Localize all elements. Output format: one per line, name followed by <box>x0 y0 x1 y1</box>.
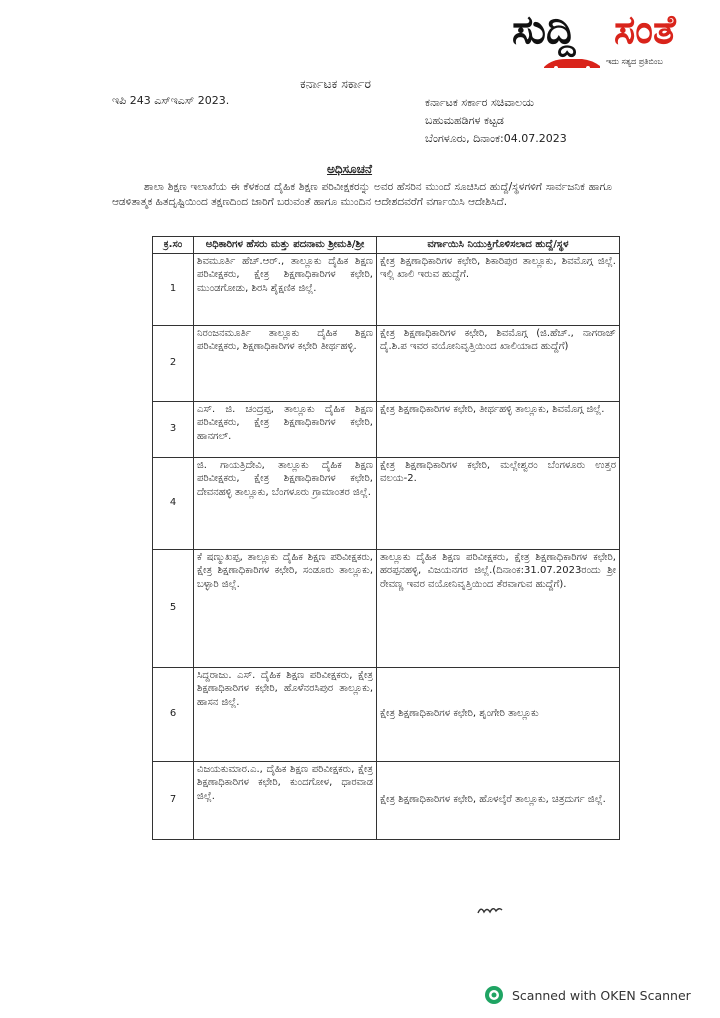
row-officer-name: ನಿರಂಜನಮೂರ್ತಿ ತಾಲ್ಲೂಕು ದೈಹಿಕ ಶಿಕ್ಷಣ ಪರಿವೀಕ್ಷಕರು, ಶಿಕ್ಷಣಾಧಿಕಾರಿಗಳ ಕಛೇರಿ ತೀರ್ಥಹಳ್ಳಿ. <box>194 325 377 401</box>
row-officer-name: ವಿಜಯಕುಮಾರ.ಎ., ದೈಹಿಕ ಶಿಕ್ಷಣ ಪರಿವೀಕ್ಷಕರು, ಕ್ಷೇತ್ರ ಶಿಕ್ಷಣಾಧಿಕಾರಿಗಳ ಕಛೇರಿ, ಕುಂದಗೋಳ, ಧಾರವಾಡ ಜಿಲ್ಲೆ. <box>194 761 377 839</box>
transfer-table <box>152 236 620 840</box>
row-posting: ಕ್ಷೇತ್ರ ಶಿಕ್ಷಣಾಧಿಕಾರಿಗಳ ಕಛೇರಿ, ಶೃಂಗೇರಿ ತಾಲ್ಲೂಕು <box>377 667 620 761</box>
signature-mark <box>476 904 504 916</box>
table-row <box>153 549 620 667</box>
logo-tagline: ಇದು ಸತ್ಯದ ಪ್ರತಿಬಿಂಬ <box>606 57 663 66</box>
notification-intro <box>112 180 612 210</box>
header-posting: ವರ್ಗಾಯಿಸಿ ನಿಯುಕ್ತಿಗೊಳಿಸಲಾದ ಹುದ್ದೆ/ಸ್ಥಳ <box>377 237 620 254</box>
row-serial: 5 <box>153 549 194 667</box>
table-row <box>153 761 620 839</box>
header-officer-name: ಅಧಿಕಾರಿಗಳ ಹೆಸರು ಮತ್ತು ಪದನಾಮ ಶ್ರೀಮತಿ/ಶ್ರೀ <box>194 237 377 254</box>
address-line: ಕರ್ನಾಟಕ ಸರ್ಕಾರ ಸಚಿವಾಲಯ <box>425 96 535 109</box>
row-posting: ಕ್ಷೇತ್ರ ಶಿಕ್ಷಣಾಧಿಕಾರಿಗಳ ಕಛೇರಿ, ತೀರ್ಥಹಳ್ಳಿ ತಾಲ್ಲೂಕು, ಶಿವಮೊಗ್ಗ ಜಿಲ್ಲೆ. <box>377 401 620 457</box>
row-officer-name: ಕೆ ಷಣ್ಮುಖಪ್ಪ, ತಾಲ್ಲೂಕು ದೈಹಿಕ ಶಿಕ್ಷಣ ಪರಿವೀಕ್ಷಕರು, ಕ್ಷೇತ್ರ ಶಿಕ್ಷಣಾಧಿಕಾರಿಗಳ ಕಛೇರಿ, ಸಂಡೂರು ತಾಲ್ಲೂಕು, ಬಳ್ಳಾರಿ ಜಿಲ್ಲೆ. <box>194 549 377 667</box>
table-row <box>153 667 620 761</box>
header-serial: ಕ್ರ.ಸಂ <box>153 237 194 254</box>
address-line: ಬೆಂಗಳೂರು, ದಿನಾಂಕ:04.07.2023 <box>425 132 567 145</box>
table-header-row <box>153 237 620 254</box>
row-posting: ಕ್ಷೇತ್ರ ಶಿಕ್ಷಣಾಧಿಕಾರಿಗಳ ಕಛೇರಿ, ಶಿವಮೊಗ್ಗ (ಜಿ.ಹೆಚ್., ನಾಗರಾಜ್ ದೈ.ಶಿ.ಪ ಇವರ ವಯೋನಿವೃತ್ತಿಯಿಂದ ಖಾಲಿಯಾದ ಹುದ್ದೆಗೆ) <box>377 325 620 401</box>
row-posting: ಕ್ಷೇತ್ರ ಶಿಕ್ಷಣಾಧಿಕಾರಿಗಳ ಕಛೇರಿ, ಮಲ್ಲೇಶ್ವರಂ ಬೆಂಗಳೂರು ಉತ್ತರ ವಲಯ-2. <box>377 457 620 549</box>
logo-word-1: ಸುದ್ದಿ <box>512 7 576 53</box>
table-row <box>153 401 620 457</box>
row-serial: 6 <box>153 667 194 761</box>
row-officer-name: ಶಿವಮೂರ್ತಿ ಹೆಚ್.ಆರ್., ತಾಲ್ಲೂಕು ದೈಹಿಕ ಶಿಕ್ಷಣ ಪರಿವೀಕ್ಷಕರು, ಕ್ಷೇತ್ರ ಶಿಕ್ಷಣಾಧಿಕಾರಿಗಳ ಕಛೇರಿ, ಮುಂಡಗೋಡು, ಶಿರಸಿ ಶೈಕ್ಷಣಿಕ ಜಿಲ್ಲೆ. <box>194 253 377 325</box>
intro-text: ಶಾಲಾ ಶಿಕ್ಷಣ ಇಲಾಖೆಯ ಈ ಕೆಳಕಂಡ ದೈಹಿಕ ಶಿಕ್ಷಣ ಪರಿವೀಕ್ಷಕರನ್ನು ಅವರ ಹೆಸರಿನ ಮುಂದೆ ಸೂಚಿಸಿದ ಹುದ್ದೆ/ಸ್ಥಳಗಳಿಗೆ ಸಾರ್ವಜನಿಕ ಹಾಗೂ ಆಡಳಿತಾತ್ಮಕ ಹಿತದೃಷ್ಟಿಯಿಂದ ತಕ್ಷಣದಿಂದ ಜಾರಿಗೆ ಬರುವಂತೆ ಹಾಗೂ ಮುಂದಿನ ಆದೇಶದವರೆಗೆ ವರ್ಗಾಯಿಸಿ ಆದೇಶಿಸಿದೆ. <box>112 181 612 208</box>
row-officer-name: ಸಿದ್ದರಾಜು. ಎಸ್. ದೈಹಿಕ ಶಿಕ್ಷಣ ಪರಿವೀಕ್ಷಕರು, ಕ್ಷೇತ್ರ ಶಿಕ್ಷಣಾಧಿಕಾರಿಗಳ ಕಛೇರಿ, ಹೊಳೆನರಸಿಪುರ ತಾಲ್ಲೂಕು, ಹಾಸನ ಜಿಲ್ಲೆ. <box>194 667 377 761</box>
row-serial: 4 <box>153 457 194 549</box>
oken-scanner-icon <box>484 985 504 1005</box>
row-serial: 1 <box>153 253 194 325</box>
notification-title: ಅಧಿಸೂಚನೆ <box>327 162 373 176</box>
office-address <box>425 94 567 148</box>
row-officer-name: ಎಸ್. ಜಿ. ಚಂದ್ರಪ್ಪ, ತಾಲ್ಲೂಕು ದೈಹಿಕ ಶಿಕ್ಷಣ ಪರಿವೀಕ್ಷಕರು, ಕ್ಷೇತ್ರ ಶಿಕ್ಷಣಾಧಿಕಾರಿಗಳ ಕಛೇರಿ, ಹಾನಗಲ್. <box>194 401 377 457</box>
row-posting: ಕ್ಷೇತ್ರ ಶಿಕ್ಷಣಾಧಿಕಾರಿಗಳ ಕಛೇರಿ, ಹೊಳಲ್ಕೆರೆ ತಾಲ್ಲೂಕು, ಚಿತ್ರದುರ್ಗ ಜಿಲ್ಲೆ. <box>377 761 620 839</box>
row-serial: 2 <box>153 325 194 401</box>
logo-word-2: ಸಂತೆ <box>614 7 676 53</box>
government-title: ಕರ್ನಾಟಕ ಸರ್ಕಾರ <box>300 76 371 91</box>
sudhi-sante-logo <box>512 7 712 80</box>
row-posting: ಕ್ಷೇತ್ರ ಶಿಕ್ಷಣಾಧಿಕಾರಿಗಳ ಕಛೇರಿ, ಶಿಕಾರಿಪುರ ತಾಲ್ಲೂಕು, ಶಿವಮೊಗ್ಗ ಜಿಲ್ಲೆ. ಇಲ್ಲಿ ಖಾಲಿ ಇರುವ ಹುದ್ದೆಗೆ. <box>377 253 620 325</box>
table-row <box>153 325 620 401</box>
table-row <box>153 457 620 549</box>
logo-car-icon <box>542 56 602 70</box>
scanner-watermark <box>484 985 691 1005</box>
row-posting: ತಾಲ್ಲೂಕು ದೈಹಿಕ ಶಿಕ್ಷಣ ಪರಿವೀಕ್ಷಕರು, ಕ್ಷೇತ್ರ ಶಿಕ್ಷಣಾಧಿಕಾರಿಗಳ ಕಛೇರಿ, ಹರಪ್ಪನಹಳ್ಳಿ, ವಿಜಯನಗರ ಜಿಲ್ಲೆ.(ದಿನಾಂಕ:31.07.2023ರಂದು ಶ್ರೀ ರೇವಣ್ಣ ಇವರ ವಯೋನಿವೃತ್ತಿಯಿಂದ ತೆರವಾಗುವ ಹುದ್ದೆಗೆ). <box>377 549 620 667</box>
row-officer-name: ಜಿ. ಗಾಯತ್ರಿದೇವಿ, ತಾಲ್ಲೂಕು ದೈಹಿಕ ಶಿಕ್ಷಣ ಪರಿವೀಕ್ಷಕರು, ಕ್ಷೇತ್ರ ಶಿಕ್ಷಣಾಧಿಕಾರಿಗಳ ಕಛೇರಿ, ದೇವನಹಳ್ಳಿ ತಾಲ್ಲೂಕು, ಬೆಂಗಳೂರು ಗ್ರಾಮಾಂತರ ಜಿಲ್ಲೆ. <box>194 457 377 549</box>
row-serial: 7 <box>153 761 194 839</box>
table-row <box>153 253 620 325</box>
address-line: ಬಹುಮಹಡಿಗಳ ಕಟ್ಟಡ <box>425 114 504 127</box>
scanner-text: Scanned with OKEN Scanner <box>512 987 691 1003</box>
reference-number: ಇಪಿ 243 ಎಸ್‌ಇಎಸ್ 2023. <box>112 94 230 107</box>
row-serial: 3 <box>153 401 194 457</box>
